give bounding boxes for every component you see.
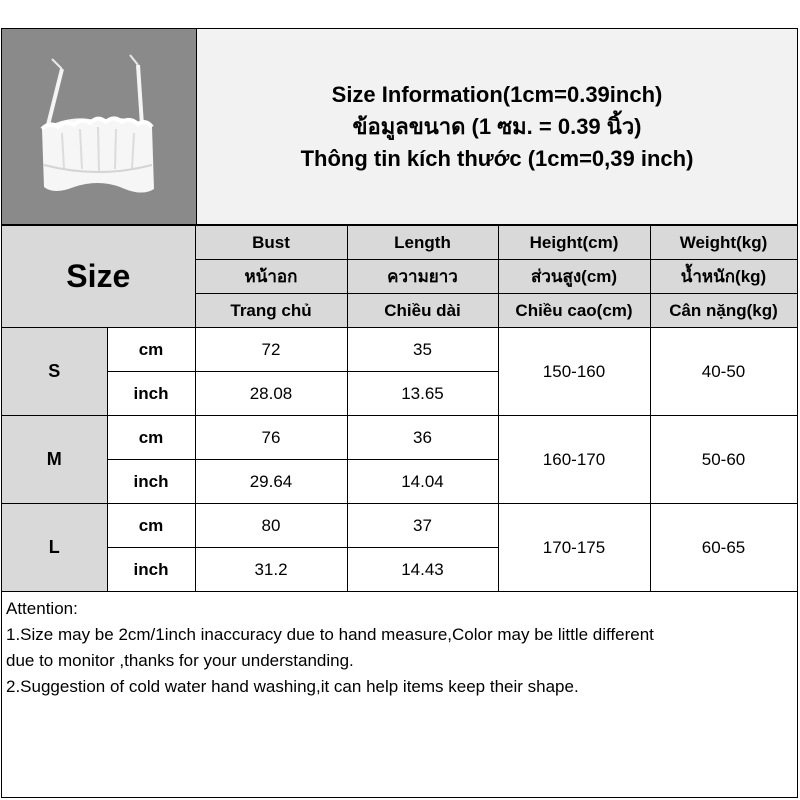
header-weight-vietnamese: Cân nặng(kg) — [650, 294, 797, 328]
title-vietnamese: Thông tin kích thước (1cm=0,39 inch) — [300, 145, 694, 171]
title-english: Size Information(1cm=0.39inch) — [331, 81, 663, 107]
size-l: L — [2, 504, 107, 592]
weight-range: 60-65 — [650, 504, 797, 592]
header-bust-thai: หน้าอก — [195, 260, 347, 294]
table-row — [2, 416, 797, 460]
header-length-thai: ความยาว — [347, 260, 498, 294]
weight-range: 50-60 — [650, 416, 797, 504]
header-weight: Weight(kg) — [650, 226, 797, 260]
header-bust: Bust — [195, 226, 347, 260]
attention-heading: Attention: — [6, 599, 78, 618]
length-inch: 13.65 — [347, 372, 498, 416]
bust-cm: 72 — [195, 328, 347, 372]
camisole-top-image — [2, 29, 196, 224]
table-row — [2, 328, 797, 372]
header-bust-vietnamese: Trang chủ — [195, 294, 347, 328]
size-chart — [1, 28, 798, 798]
size-s: S — [2, 328, 107, 416]
header-weight-thai: น้ำหนัก(kg) — [650, 260, 797, 294]
weight-range: 40-50 — [650, 328, 797, 416]
header-length: Length — [347, 226, 498, 260]
attention-notes — [6, 596, 793, 700]
length-cm: 36 — [347, 416, 498, 460]
unit-cm: cm — [107, 416, 195, 460]
unit-inch: inch — [107, 548, 195, 592]
length-cm: 35 — [347, 328, 498, 372]
size-information-title — [197, 29, 797, 225]
table-row — [2, 504, 797, 548]
title-thai: ข้อมูลขนาด (1 ซม. = 0.39 นิ้ว) — [352, 113, 642, 139]
product-photo — [2, 29, 197, 225]
header-height-thai: ส่วนสูง(cm) — [498, 260, 650, 294]
size-header: Size — [2, 226, 195, 328]
size-table — [2, 225, 798, 592]
bust-cm: 80 — [195, 504, 347, 548]
height-range: 150-160 — [498, 328, 650, 416]
attention-note-1: 1.Size may be 2cm/1inch inaccuracy due to hand measure,Color may be little different — [6, 625, 654, 644]
height-range: 160-170 — [498, 416, 650, 504]
bust-inch: 29.64 — [195, 460, 347, 504]
bust-inch: 31.2 — [195, 548, 347, 592]
header-length-vietnamese: Chiều dài — [347, 294, 498, 328]
length-inch: 14.43 — [347, 548, 498, 592]
header-height-vietnamese: Chiều cao(cm) — [498, 294, 650, 328]
bust-cm: 76 — [195, 416, 347, 460]
size-m: M — [2, 416, 107, 504]
unit-cm: cm — [107, 328, 195, 372]
bust-inch: 28.08 — [195, 372, 347, 416]
attention-note-1-continued: due to monitor ,thanks for your understanding. — [6, 651, 354, 670]
unit-inch: inch — [107, 460, 195, 504]
length-cm: 37 — [347, 504, 498, 548]
height-range: 170-175 — [498, 504, 650, 592]
header-row-english — [2, 226, 797, 260]
unit-inch: inch — [107, 372, 195, 416]
attention-note-2: 2.Suggestion of cold water hand washing,it can help items keep their shape. — [6, 677, 579, 696]
header-height: Height(cm) — [498, 226, 650, 260]
length-inch: 14.04 — [347, 460, 498, 504]
unit-cm: cm — [107, 504, 195, 548]
